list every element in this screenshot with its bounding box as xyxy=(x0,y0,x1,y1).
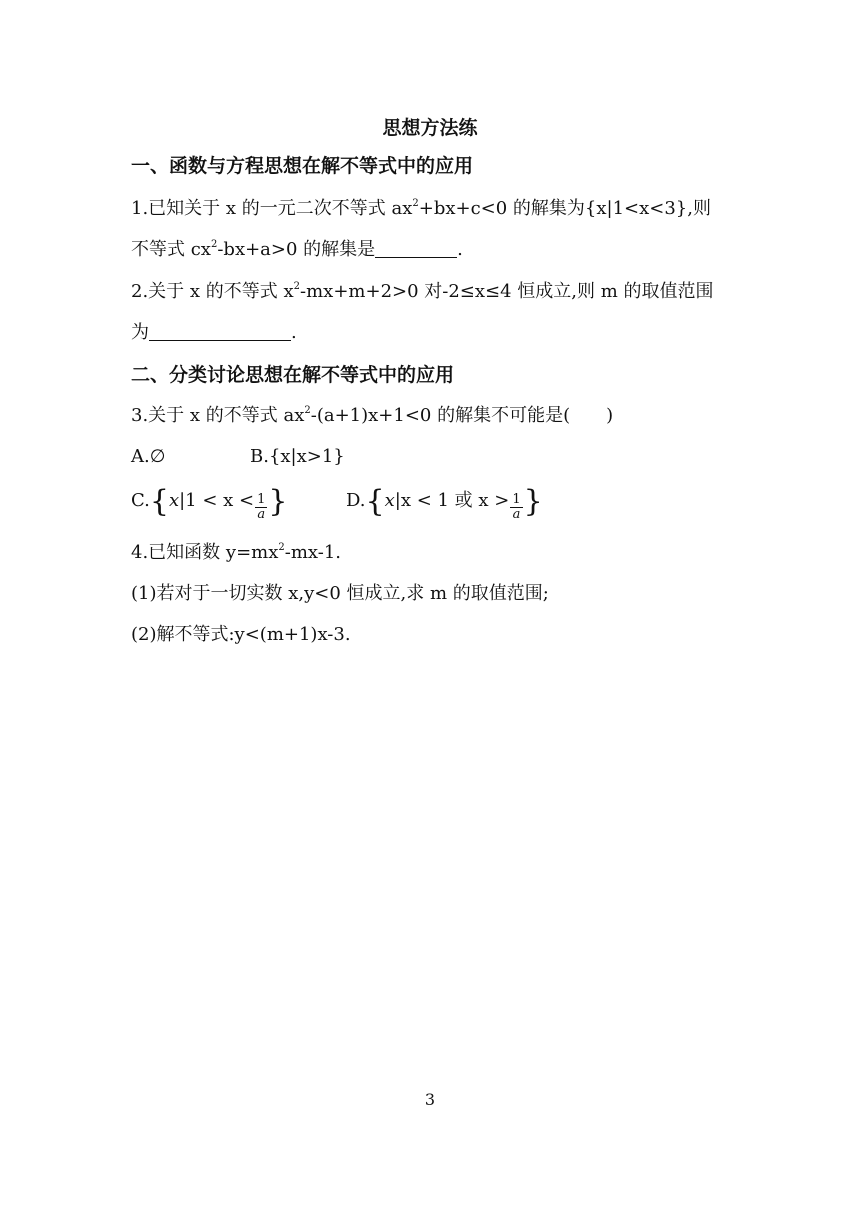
fraction-numerator: 1 xyxy=(257,492,266,507)
q1-text-b: +bx+c<0 的解集为{x|1<x<3},则 xyxy=(418,198,711,219)
left-brace: { xyxy=(365,484,385,519)
page-number: 3 xyxy=(424,1090,436,1109)
q4-superscript: 2 xyxy=(278,542,285,553)
q1-superscript: 2 xyxy=(412,198,419,209)
q3-superscript: 2 xyxy=(304,405,311,416)
q1-period: . xyxy=(457,239,463,260)
option-d-label: D. xyxy=(346,490,366,511)
question-4-stem xyxy=(131,540,341,566)
option-b: B.{x|x>1} xyxy=(250,446,345,467)
section-heading-2: 二、分类讨论思想在解不等式中的应用 xyxy=(131,364,455,386)
answer-blank xyxy=(375,239,457,258)
question-1-line-1 xyxy=(131,196,711,222)
option-d xyxy=(346,484,543,522)
fraction-denominator: a xyxy=(257,507,266,522)
right-brace: } xyxy=(523,484,543,519)
q1-text-d: -bx+a>0 的解集是 xyxy=(217,239,376,260)
q3-text-b: -(a+1)x+1<0 的解集不可能是( ) xyxy=(310,405,614,426)
section-heading-1: 一、函数与方程思想在解不等式中的应用 xyxy=(131,155,474,177)
q4-text-a: 4.已知函数 y=mx xyxy=(131,542,279,563)
fraction xyxy=(510,493,522,522)
math-expression: |1 < x < xyxy=(179,490,255,511)
question-4-part-1: (1)若对于一切实数 x,y<0 恒成立,求 m 的取值范围; xyxy=(131,583,549,604)
fraction-denominator: a xyxy=(512,507,521,522)
left-brace: { xyxy=(149,484,169,519)
q2-text-c: 为 xyxy=(131,322,149,343)
fraction-numerator: 1 xyxy=(512,492,521,507)
q2-text-b: -mx+m+2>0 对-2≤x≤4 恒成立,则 m 的取值范围 xyxy=(300,281,714,302)
math-variable: x xyxy=(384,490,395,511)
question-2-line-2 xyxy=(131,320,297,346)
question-4-part-2: (2)解不等式:y<(m+1)x-3. xyxy=(131,624,351,645)
fraction xyxy=(255,493,267,522)
q1-text-a: 1.已知关于 x 的一元二次不等式 ax xyxy=(131,198,413,219)
question-1-line-2 xyxy=(131,237,463,263)
q2-superscript: 2 xyxy=(293,281,301,292)
page-title: 思想方法练 xyxy=(382,117,478,139)
option-c-label: C. xyxy=(131,490,150,511)
option-c xyxy=(131,484,288,522)
question-3-stem xyxy=(131,403,613,429)
question-2-line-1 xyxy=(131,279,714,305)
q2-text-a: 2.关于 x 的不等式 x xyxy=(131,281,294,302)
q4-text-b: -mx-1. xyxy=(284,542,341,563)
q3-text-a: 3.关于 x 的不等式 ax xyxy=(131,405,305,426)
q2-period: . xyxy=(291,322,297,343)
math-variable: x xyxy=(168,490,180,511)
math-expression: |x < 1 或 x > xyxy=(394,490,510,511)
option-a: A.∅ xyxy=(131,446,166,467)
q1-superscript-2: 2 xyxy=(210,239,218,250)
right-brace: } xyxy=(268,484,288,519)
q1-text-c: 不等式 cx xyxy=(131,239,211,260)
answer-blank xyxy=(149,322,291,341)
